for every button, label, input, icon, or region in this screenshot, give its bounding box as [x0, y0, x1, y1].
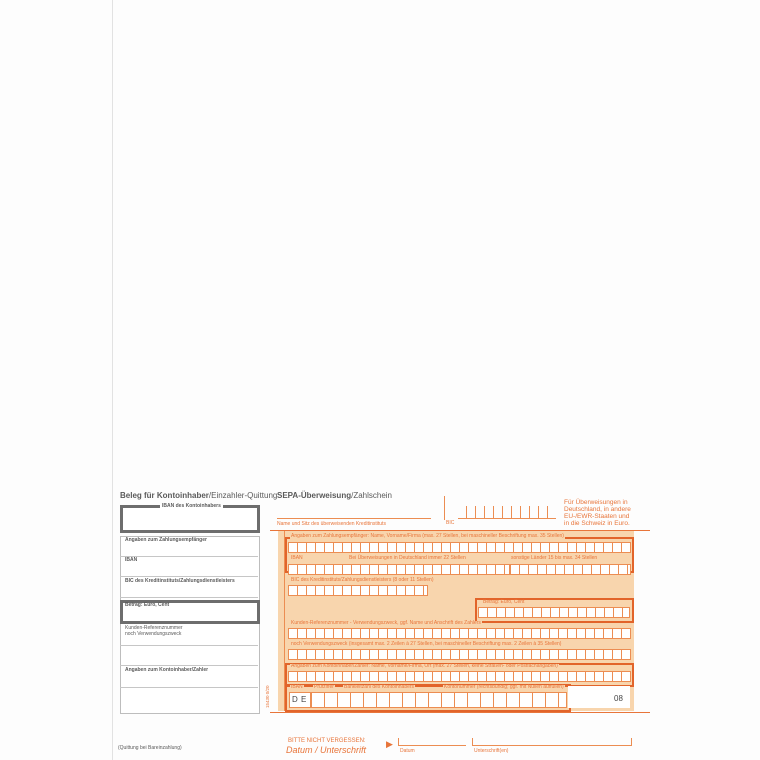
receipt-bic-label: BIC des Kreditinstituts/Zahlungsdienstleisters	[125, 578, 235, 584]
side-code: 15430 0/20	[265, 685, 270, 708]
signature-tick	[472, 738, 473, 746]
receipt-divider	[120, 687, 258, 688]
signature-label: Unterschrift(en)	[474, 748, 509, 754]
purpose-label-text: noch Verwendungszweck	[291, 641, 348, 647]
payer-label	[290, 664, 559, 669]
amount-label: Betrag: Euro, Cent	[483, 599, 525, 605]
bank-code-label: Bankleitzahl des Kontoinhabers	[344, 684, 415, 690]
purpose-cells[interactable]	[288, 649, 631, 660]
recipient-name-cells[interactable]	[288, 542, 631, 553]
receipt-reference-label: Kunden-Referenznummer	[125, 625, 183, 631]
reference-cells[interactable]	[288, 628, 631, 639]
arrow-right-icon: ▶	[386, 739, 393, 749]
receipt-purpose-label: noch Verwendungszweck	[125, 631, 182, 637]
bank-name-label: Name und Sitz des überweisenden Kreditinstituts	[277, 521, 386, 527]
iban-label: IBAN	[291, 555, 303, 561]
receipt-divider	[120, 645, 258, 646]
amount-cells[interactable]	[478, 607, 630, 618]
recipient-label	[290, 534, 565, 539]
country-letter: E	[301, 695, 307, 704]
notice-line: EU-/EWR-Staaten und	[564, 513, 630, 520]
bic-top-comb[interactable]	[458, 506, 556, 519]
receipt-recipient-label: Angaben zum Zahlungsempfänger	[125, 537, 207, 543]
receipt-divider	[120, 597, 258, 598]
receipt-owner-label: Angaben zum Kontoinhaber/Zahler	[125, 667, 209, 673]
form-code: 08	[614, 694, 623, 703]
receipt-divider	[120, 556, 258, 557]
receipt-title	[120, 492, 277, 500]
notice-line: Deutschland, in andere	[564, 506, 631, 513]
transfer-title	[277, 492, 392, 500]
account-label: Kontonummer (rechtsbündig; ggf. mit Nullen auffüllen)	[444, 684, 564, 690]
purpose-label	[290, 642, 562, 647]
payer-account-cells[interactable]	[311, 692, 567, 708]
purpose-hint: (insgesamt max. 2 Zeilen à 27 Stellen, bei maschineller Beschriftung max. 2 Zeilen à 35 Stellen)	[348, 641, 562, 647]
recipient-hint: (max. 27 Stellen, bei maschineller Beschriftung max. 35 Stellen)	[422, 533, 564, 539]
payer-iban-label: IBAN	[291, 684, 303, 690]
iban-hint-other: sonstige Länder 15 bis max. 34 Stellen	[511, 555, 598, 561]
signature-tick	[631, 738, 632, 746]
form-bottom-rule	[270, 712, 650, 713]
bic-top-tick	[444, 496, 445, 520]
country-letter: D	[292, 695, 298, 704]
owner-iban-label: IBAN des Kontoinhabers	[162, 503, 221, 509]
payer-hint: (max. 27 Stellen, keine Straßen- oder Postfachangaben)	[432, 663, 558, 669]
recipient-label-text: Angaben zum Zahlungsempfänger: Name, Vorname/Firma	[291, 533, 421, 539]
iban-hint-de: Bei Überweisungen in Deutschland immer 22 Stellen	[349, 555, 466, 561]
transfer-notice	[564, 499, 631, 527]
country-code-box[interactable]	[289, 692, 311, 708]
iban-cells-other[interactable]	[510, 564, 631, 575]
check-digit-label: Prüfziffer	[314, 684, 334, 690]
reference-label: Kunden-Referenznummer - Verwendungszweck, ggf. Name und Anschrift des Zahlers	[291, 620, 481, 626]
date-tick	[398, 738, 399, 746]
reminder-line1: BITTE NICHT VERGESSEN:	[288, 738, 366, 744]
owner-iban-box[interactable]	[120, 505, 260, 533]
notice-line: in die Schweiz in Euro.	[564, 520, 630, 527]
reminder-line2: Datum / Unterschrift	[286, 745, 367, 755]
receipt-title-suffix: /Einzahler-Quittung	[208, 491, 278, 500]
receipt-iban-label: IBAN	[125, 557, 138, 563]
iban-cells-de[interactable]	[288, 564, 510, 575]
bic-cells[interactable]	[288, 585, 428, 596]
form-top-rule	[270, 530, 650, 531]
notice-line: Für Überweisungen in	[564, 499, 628, 506]
form-code-area	[568, 686, 630, 708]
receipt-footer: (Quittung bei Bareinzahlung)	[118, 745, 182, 751]
bank-name-line	[277, 518, 431, 519]
receipt-divider	[120, 665, 258, 666]
receipt-amount-label: Betrag: Euro, Cent	[125, 602, 170, 608]
date-line	[398, 745, 466, 746]
transfer-title-main: SEPA-Überweisung	[277, 491, 352, 500]
receipt-title-main: Beleg für Kontoinhaber	[120, 491, 209, 500]
transfer-title-suffix: /Zahlschein	[351, 491, 393, 500]
page-edge	[112, 0, 113, 760]
receipt-divider	[120, 576, 258, 577]
bic-top-label: BIC	[446, 520, 455, 526]
bic-label-text: BIC des Kreditinstituts/Zahlungsdienstleisters	[291, 577, 392, 583]
date-label: Datum	[400, 748, 415, 754]
payer-cells[interactable]	[288, 671, 631, 682]
signature-line	[472, 745, 632, 746]
bic-hint: (8 oder 11 Stellen)	[392, 577, 434, 583]
payer-label-text: Angaben zum Kontoinhaber/Zahler: Name, Vorname/Firma, Ort	[291, 663, 432, 669]
bic-label	[290, 578, 434, 583]
